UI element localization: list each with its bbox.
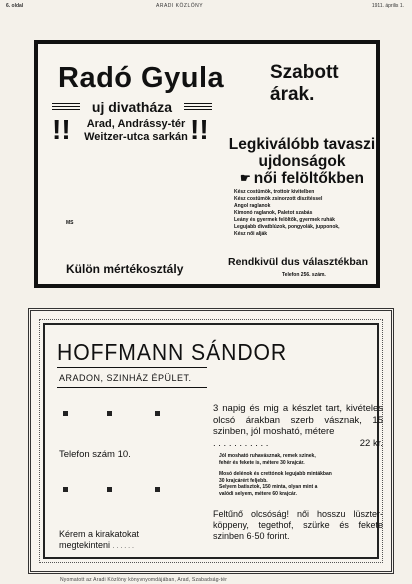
rado-gyula-advertisement: [34, 40, 380, 288]
cheap-coat-offer: Feltűnő olcsóság! női hosszu lüszter-köppeny, tegethof, szürke és fekete szinben 6·50 forint.: [213, 509, 383, 541]
pointing-hand-icon: ☛: [240, 171, 251, 185]
ad-address: ARADON, SZINHÁZ ÉPÜLET.: [59, 373, 192, 383]
ornament-square: [155, 487, 160, 492]
list-item: Kész női alják: [234, 231, 268, 237]
page-header: [6, 2, 404, 12]
note-line: Mosó delénok és crettónok legujabb mintákban: [219, 471, 332, 477]
page-number: 6. oldal: [6, 3, 24, 9]
ornament-square: [155, 411, 160, 416]
list-item: Legujabb divatblúzok, pongyolák, jupponok,: [234, 224, 340, 230]
list-item: Kész costümök, trottoir kivitelben: [234, 189, 315, 195]
ornament-square: [107, 411, 112, 416]
ad-fixed-prices: Szabott árak.: [270, 62, 339, 105]
exclamation-left: !!: [52, 114, 71, 145]
ad-shop-name: Radó Gyula: [58, 62, 225, 94]
divider: [57, 387, 207, 388]
note-line: Jól mosható ruhavásznak, remek szinek,: [219, 453, 316, 459]
tailoring-department: Külön mértékosztály: [66, 262, 184, 276]
note-line: 60 krajcár.: [272, 490, 297, 497]
shop-window-request: [59, 529, 139, 552]
hoffmann-sandor-advertisement: [28, 308, 394, 574]
note-line: 30 krajcárért feljebb.: [219, 477, 268, 484]
list-item: Angol raglanok: [234, 203, 271, 209]
spring-line: női felöltőkben: [253, 170, 364, 187]
fabric-note: [219, 471, 379, 497]
offer-text: 3 napig és mig a készlet tart, kivételes olcsó árakban szerb vásznak, 15 szinben, jól mosható, métere: [213, 403, 383, 437]
ornament-square: [63, 411, 68, 416]
note-line: valódi selyem, métere: [219, 490, 271, 497]
ad-phone: Telefon szám 10.: [59, 449, 131, 460]
ornament-square: [107, 487, 112, 492]
list-item: Leány és gyermek felöltők, gyermek ruhák: [234, 217, 335, 223]
address-line: Arad, Andrássy-tér: [86, 118, 186, 130]
leader-dots: . . . . . . . . . . .: [213, 437, 269, 449]
exclamation-right: !!: [190, 114, 209, 145]
list-item: Kész costümök zsinorzott diszítéssel: [234, 196, 323, 202]
newspaper-title: ARADI KÖZLÖNY: [156, 3, 204, 9]
list-item: Kimonó raglanok, Paletot szabás: [234, 210, 313, 216]
product-list: [234, 189, 374, 238]
divider: [57, 367, 207, 368]
note-line: Selyem batisztok, 150 minta, olyan mint a: [219, 484, 318, 490]
ad-phone: Telefon 256. szám.: [282, 272, 326, 278]
ornament-square: [63, 487, 68, 492]
page-footer: Nyomatott az Aradi Közlöny könyvnyomdájában, Arad, Szabadság-tér: [60, 577, 228, 583]
request-line: megtekinteni: [59, 540, 111, 550]
fabric-note: [219, 453, 379, 466]
offer-price: 22 kr.: [359, 437, 383, 449]
ad-subtitle-row: [52, 98, 212, 118]
request-dots: . . . . . .: [112, 543, 134, 550]
note-line: fehér és fekete is, métere 30 krajcár.: [219, 459, 305, 466]
print-mark: MS: [66, 220, 74, 226]
ad-address: [78, 118, 194, 144]
issue-date: 1911. április 1.: [371, 3, 404, 9]
address-line: Weitzer-utca sarkán: [84, 131, 188, 143]
spring-line: ujdonságok: [258, 153, 346, 170]
spring-line: Legkiválóbb tavaszi: [228, 136, 376, 153]
ad-subtitle: uj divatháza: [91, 99, 173, 115]
spring-novelties: [224, 136, 380, 187]
decorative-rule-left: [52, 103, 80, 112]
rich-selection: Rendkivül dus választékban: [228, 256, 369, 268]
special-offer: [213, 403, 383, 449]
ad-shop-name: HOFFMANN SÁNDOR: [57, 339, 288, 365]
request-line: Kérem a kirakatokat: [59, 529, 140, 539]
decorative-rule-right: [184, 103, 212, 112]
